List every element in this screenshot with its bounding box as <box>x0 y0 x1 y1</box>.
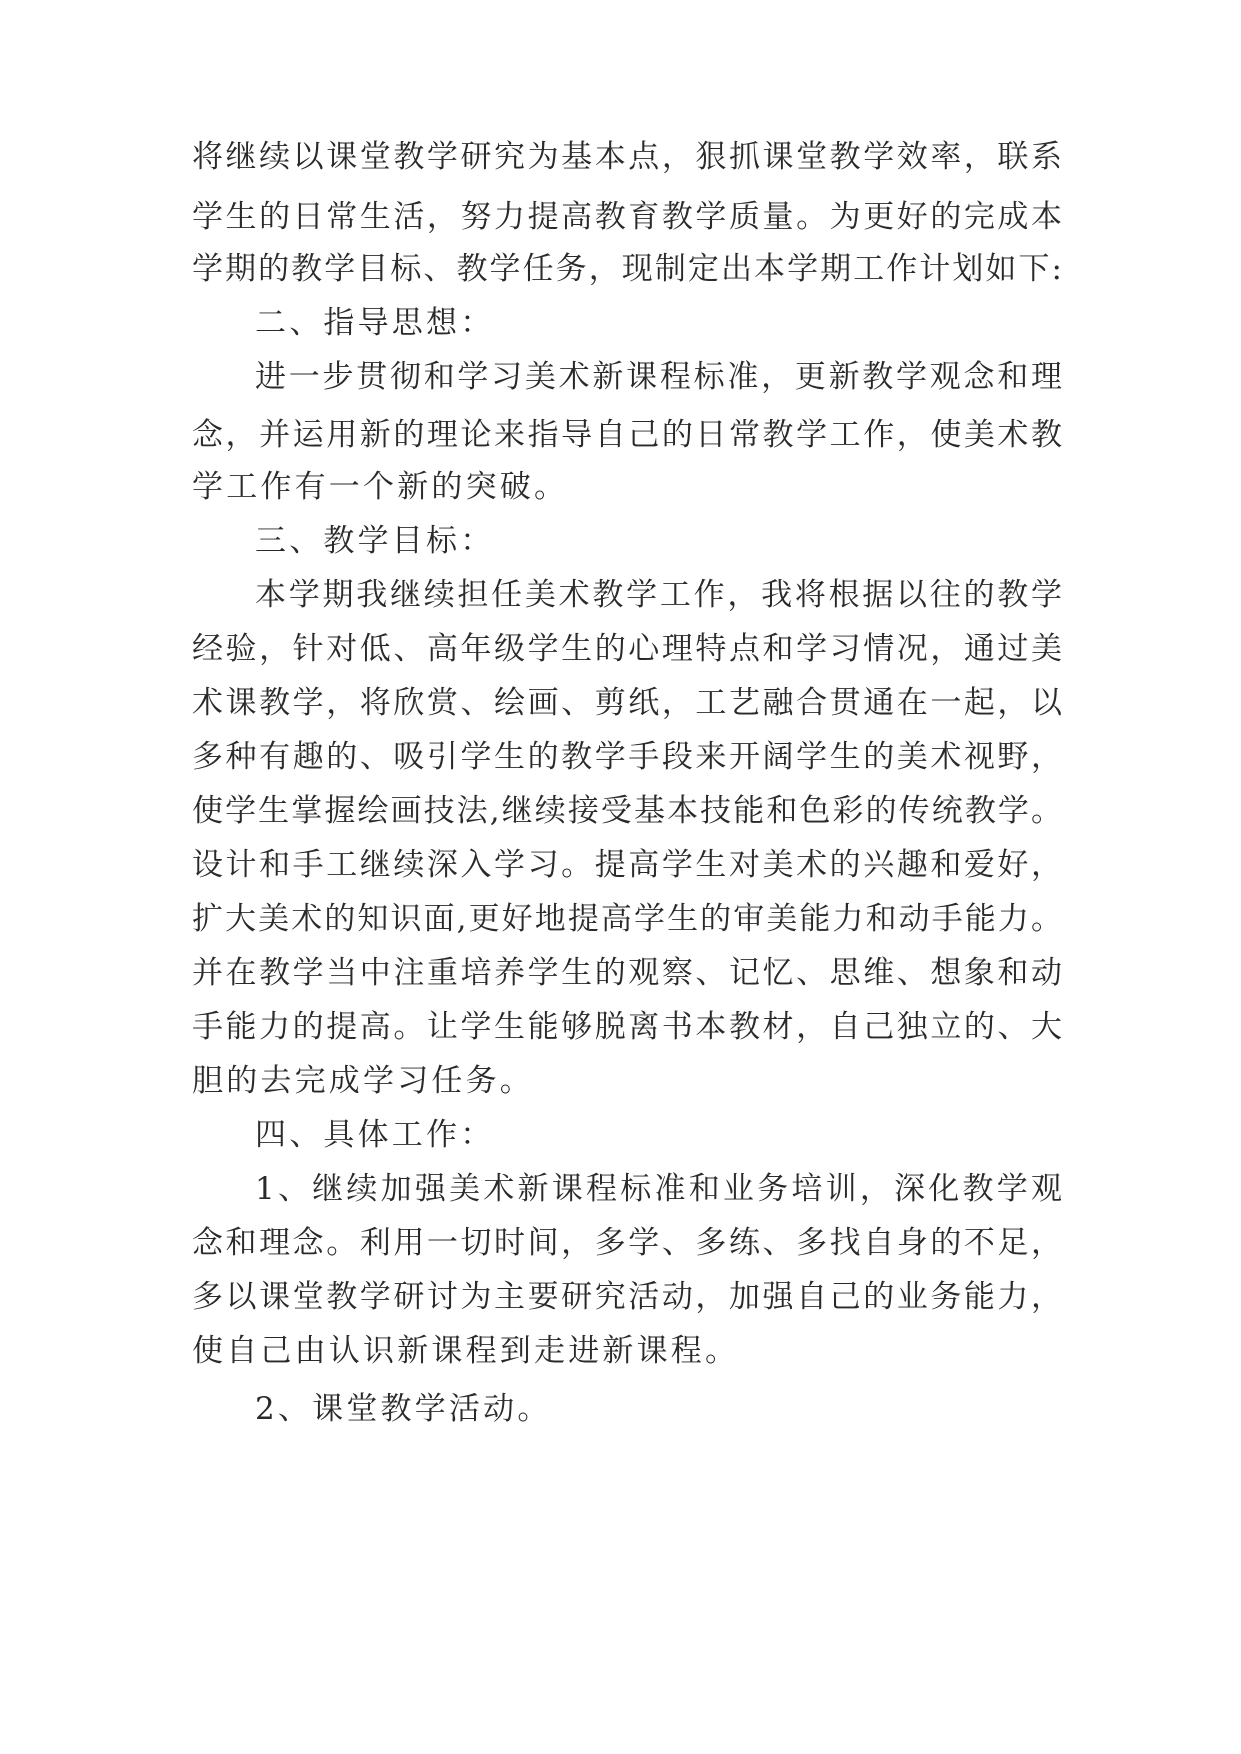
text-line: 扩大美术的知识面,更好地提高学生的审美能力和动手能力。 <box>192 901 1062 937</box>
text-line: 念和理念。利用一切时间，多学、多练、多找自身的不足， <box>192 1225 1062 1261</box>
text-line: 将继续以课堂教学研究为基本点，狠抓课堂教学效率，联系 <box>192 139 1062 175</box>
text-line: 二、指导思想： <box>255 305 495 341</box>
text-line: 三、教学目标： <box>255 523 495 559</box>
text-line: 本学期我继续担任美术教学工作，我将根据以往的教学 <box>255 577 1062 613</box>
text-line: 设计和手工继续深入学习。提高学生对美术的兴趣和爱好， <box>192 847 1062 883</box>
text-line: 术课教学，将欣赏、绘画、剪纸，工艺融合贯通在一起，以 <box>192 685 1062 721</box>
text-line: 四、具体工作： <box>255 1117 495 1153</box>
text-line: 手能力的提高。让学生能够脱离书本教材，自己独立的、大 <box>192 1009 1062 1045</box>
text-line: 胆的去完成学习任务。 <box>192 1063 534 1099</box>
text-line: 1、继续加强美术新课程标准和业务培训，深化教学观 <box>255 1171 1062 1207</box>
text-line: 多种有趣的、吸引学生的教学手段来开阔学生的美术视野， <box>192 739 1062 775</box>
text-line: 念，并运用新的理论来指导自己的日常教学工作，使美术教 <box>192 417 1062 453</box>
text-line: 学期的教学目标、教学任务，现制定出本学期工作计划如下: <box>192 251 1062 287</box>
text-line: 多以课堂教学研讨为主要研究活动，加强自己的业务能力， <box>192 1279 1062 1315</box>
text-line: 使学生掌握绘画技法,继续接受基本技能和色彩的传统教学。 <box>192 793 1062 829</box>
text-line: 并在教学当中注重培养学生的观察、记忆、思维、想象和动 <box>192 955 1062 991</box>
text-line: 经验，针对低、高年级学生的心理特点和学习情况，通过美 <box>192 631 1062 667</box>
text-line: 使自己由认识新课程到走进新课程。 <box>192 1333 740 1369</box>
text-line: 学工作有一个新的突破。 <box>192 469 569 505</box>
text-line: 2、课堂教学活动。 <box>255 1391 552 1427</box>
text-line: 学生的日常生活，努力提高教育教学质量。为更好的完成本 <box>192 199 1062 235</box>
text-line: 进一步贯彻和学习美术新课程标准，更新教学观念和理 <box>255 359 1062 395</box>
